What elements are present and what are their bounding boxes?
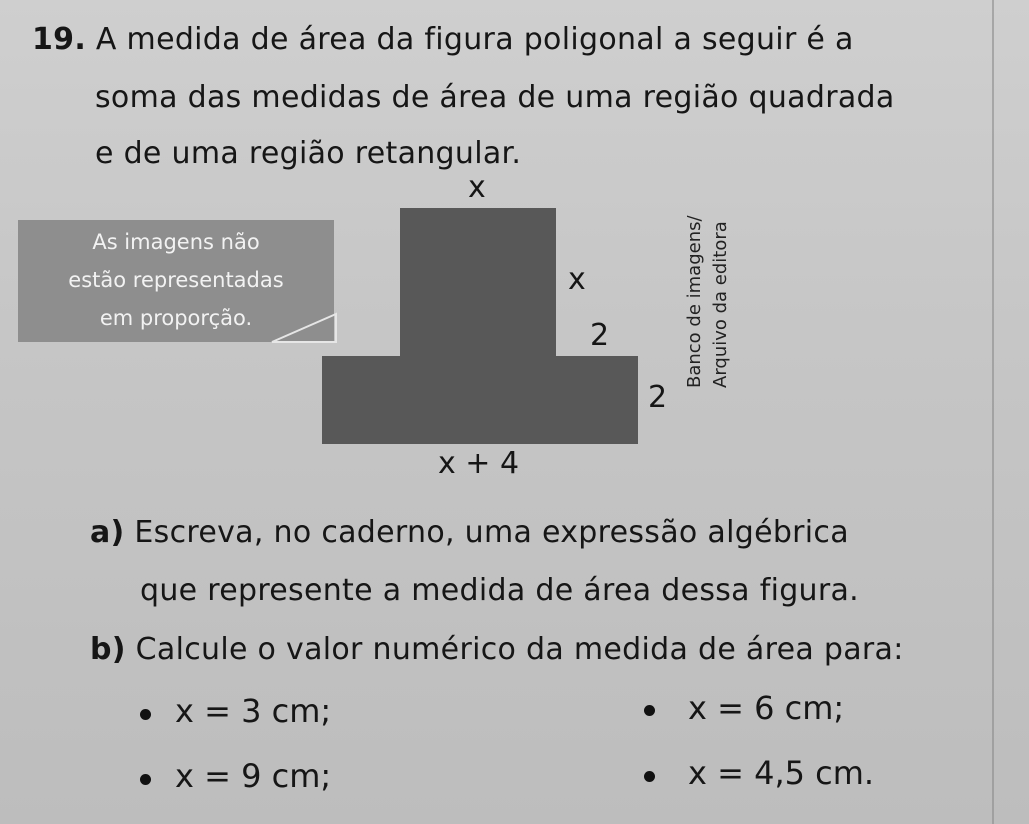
note-line-1: As imagens não — [92, 230, 260, 254]
part-a-marker: a) — [90, 515, 125, 550]
question-line-1 — [32, 22, 854, 57]
note-line-2: estão representadas — [68, 268, 284, 292]
question-line-2: soma das medidas de área de uma região quadrada — [95, 80, 895, 115]
value-item-3: x = 9 cm; — [175, 757, 332, 795]
bullet-1 — [140, 709, 151, 720]
ruler-triangle-icon — [270, 312, 340, 344]
credit-line-2: Arquivo da editora — [710, 221, 731, 388]
label-step-2: 2 — [590, 318, 610, 353]
part-b-line-1 — [90, 632, 904, 667]
figure-square — [400, 208, 556, 358]
question-number: 19. — [32, 22, 87, 57]
question-line-3: e de uma região retangular. — [95, 136, 522, 171]
part-a-text-1: Escreva, no caderno, uma expressão algébrica — [134, 515, 849, 550]
value-item-4: x = 4,5 cm. — [688, 754, 875, 792]
part-b-text-1: Calcule o valor numérico da medida de área para: — [135, 632, 904, 667]
part-b-marker: b) — [90, 632, 126, 667]
credit-line-1: Banco de imagens/ — [684, 215, 705, 388]
page-edge — [992, 0, 994, 824]
figure-rectangle — [322, 356, 638, 444]
label-right-x: x — [568, 262, 586, 297]
part-a-line-2: que represente a medida de área dessa figura. — [140, 573, 860, 608]
bullet-3 — [140, 774, 151, 785]
value-item-2: x = 6 cm; — [688, 689, 845, 727]
label-bottom-x-plus-4: x + 4 — [438, 446, 520, 481]
question-text-1: A medida de área da figura poligonal a seguir é a — [95, 22, 854, 57]
bullet-2 — [644, 705, 655, 716]
label-right-2: 2 — [648, 380, 668, 415]
part-a-line-1 — [90, 515, 849, 550]
label-top-x: x — [468, 170, 486, 205]
value-item-1: x = 3 cm; — [175, 692, 332, 730]
bullet-4 — [644, 771, 655, 782]
note-line-3: em proporção. — [99, 306, 253, 330]
